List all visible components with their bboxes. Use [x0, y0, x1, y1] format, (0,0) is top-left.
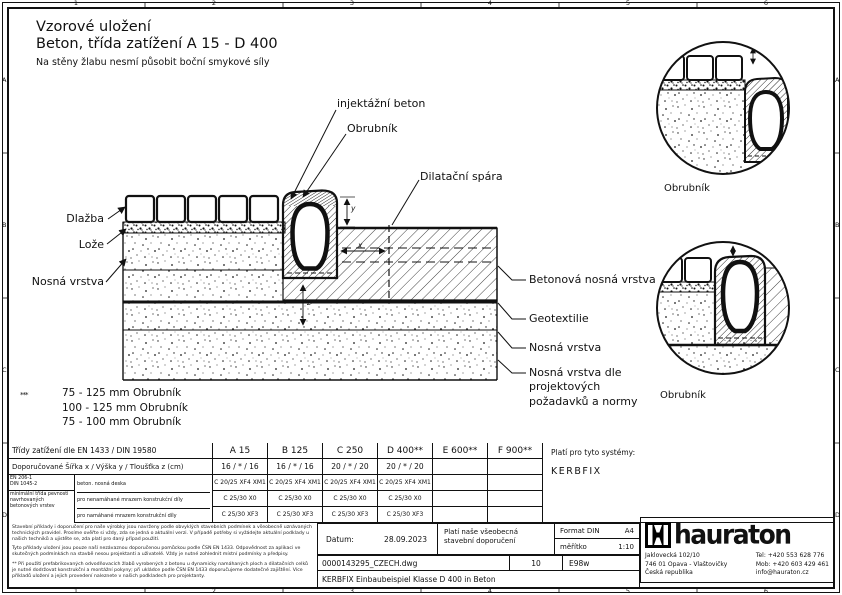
- table-header-label: Třídy zatížení dle EN 1433 / DIN 19580: [8, 443, 213, 459]
- dims-value: 16 / * / 16: [213, 459, 268, 475]
- drawing-title-line2: Beton, třída zatížení A 15 - D 400: [36, 36, 278, 52]
- concrete-value: [488, 491, 543, 507]
- label-geotextile: Geotextilie: [529, 312, 589, 325]
- note-line: 75 - 100 mm Obrubník: [62, 416, 182, 428]
- frame-col-label: 3: [349, 587, 355, 595]
- norm-label-block: [8, 475, 213, 523]
- note-line: 75 - 125 mm Obrubník: [62, 387, 182, 399]
- norm-line: DIN 1045-2: [10, 481, 38, 487]
- contact-line: Tel: +420 553 628 776: [755, 552, 825, 559]
- format-label: Format DIN: [560, 527, 600, 535]
- file-name-cell: 0000143295_CZECH.dwg: [318, 555, 510, 571]
- dims-value: 20 / * / 20: [323, 459, 378, 475]
- frame-col-label: 3: [349, 0, 355, 7]
- label-base-layer-project: Nosná vrstva dle projektových požadavků a normy: [529, 366, 638, 408]
- norm-cell: [8, 475, 75, 491]
- systems-panel: [543, 443, 834, 523]
- concrete-value: [488, 507, 543, 523]
- concrete-value: C 25/30 X0: [323, 491, 378, 507]
- frame-col-label: 2: [211, 587, 217, 595]
- contact-line: Mob: +420 603 429 461: [755, 560, 829, 568]
- row-labels-block: [75, 475, 212, 523]
- frame-row-label: C: [2, 366, 7, 374]
- concrete-row-label: pro nenamáhané mrazem konstrukční díly: [77, 492, 210, 508]
- frame-row-label: A: [835, 76, 840, 84]
- concrete-value: C 25/30 X0: [378, 491, 433, 507]
- frame-row-label: A: [2, 76, 7, 84]
- frame-col-label: 4: [487, 0, 493, 7]
- disclaimer-paragraph: Stavební příklady i doporučení pro naše výrobky jsou navrženy podle obvyklých stavebních podmínek a všeobecně uznávaných technických pravidel. Prosíme ověřte si vždy, zda se jedná o aktuální verzi. V případě potřeby si vyžádejte aktuální podklady u našich techniků a ujistěte se, zda platí pro daný případ použití.: [12, 525, 312, 543]
- concrete-value: [433, 491, 488, 507]
- date-cell: [318, 523, 438, 555]
- drawing-title-note: Na stěny žlabu nesmí působit boční smykové síly: [36, 57, 270, 68]
- disclaimer-paragraph: ** Při použití prefabrikovaných odvodňovacích žlabů vyrobených z betonu u dynamicky namáhaných ploch a dilatačních celků je nutné dodržovat konstrukční a montážní pokyny; při ukládce podle ČSN EN 1433 doporučujeme dodatečné zajištění. Více příkladů uložení a jejich provedení naleznete v našich podkladech pro projektanty.: [12, 561, 308, 579]
- systems-value: KERBFIX: [551, 466, 602, 477]
- concrete-value: C 25/30 XF3: [378, 507, 433, 523]
- format-value: A4: [624, 527, 634, 535]
- concrete-value: C 25/30 XF3: [213, 507, 268, 523]
- address-line: Jaklovecká 102/10: [645, 552, 700, 559]
- drawing-title-cell: KERBFIX Einbaubeispiel Klasse D 400 in Beton: [318, 571, 640, 588]
- norm-line: EN 206-1: [10, 476, 33, 481]
- frame-col-label: 6: [763, 587, 769, 595]
- frame-col-label: 5: [625, 0, 631, 7]
- company-block: [640, 517, 834, 583]
- concrete-value: C 25/30 X0: [268, 491, 323, 507]
- frame-col-label: 1: [73, 0, 79, 7]
- concrete-value: C 20/25 XF4 XM1: [213, 475, 268, 491]
- class-cell: E 600**: [433, 443, 488, 459]
- dim-label-z: z: [307, 298, 311, 307]
- scale-value: 1:10: [618, 542, 634, 551]
- dims-value: [488, 459, 543, 475]
- note-line: 100 - 125 mm Obrubník: [62, 402, 188, 414]
- dims-value: 16 / * / 16: [268, 459, 323, 475]
- concrete-row-label: beton. nosná deska: [77, 480, 126, 487]
- load-class-table: [8, 443, 834, 523]
- concrete-value: C 25/30 XF3: [323, 507, 378, 523]
- contact-line: info@hauraton.cz: [755, 569, 809, 577]
- concrete-value: [433, 475, 488, 491]
- label-detail2-kerb: Obrubník: [660, 390, 706, 401]
- frame-col-label: 5: [625, 587, 631, 595]
- frame-col-label: 6: [763, 0, 769, 7]
- class-cell: A 15: [213, 443, 268, 459]
- disclaimer-paragraph: Tyto příklady uložení jsou pouze naší nezávaznou doporučenou pomůckou podle ČSN EN 1433. Odpovědnost za aplikaci ve skutečných podmínkách na stavbě nesou projektanti a uživatelé. Vždy je nutné zohlednit místní podmínky a předpisy.: [12, 546, 301, 558]
- label-injection-concrete: injektážní beton: [337, 97, 426, 110]
- label-expansion-joint: Dilatační spára: [420, 170, 503, 183]
- date-label: Datum:: [326, 534, 354, 544]
- label-detail1-kerb: Obrubník: [664, 183, 710, 194]
- concrete-value: [488, 475, 543, 491]
- company-contact: [756, 552, 829, 578]
- concrete-row-label: pro namáhané mrazem konstrukční díly: [77, 508, 210, 523]
- class-cell: F 900**: [488, 443, 543, 459]
- concrete-value: C 25/30 X0: [213, 491, 268, 507]
- scale-cell: [555, 539, 640, 555]
- frame-row-label: D: [835, 511, 841, 519]
- label-bedding: Lože: [78, 238, 104, 251]
- frame-col-label: 4: [487, 587, 493, 595]
- hauraton-logo-icon: [645, 522, 671, 548]
- concrete-value: C 20/25 XF4 XM1: [268, 475, 323, 491]
- frame-row-label: C: [835, 366, 840, 374]
- main-cross-section: [123, 188, 497, 380]
- frame-row-label: B: [835, 221, 840, 229]
- recommendation-cell: Platí naše všeobecná stavební doporučení: [438, 523, 555, 555]
- format-cell: [555, 523, 640, 539]
- drawing-title-line1: Vzorové uložení: [36, 19, 151, 35]
- concrete-value: C 20/25 XF4 XM1: [323, 475, 378, 491]
- label-paving: Dlažba: [66, 212, 104, 225]
- min-class-cell: minimální třída pevnosti navrhovaných betonových vrstev: [8, 491, 75, 523]
- dims-value: 20 / * / 20: [378, 459, 433, 475]
- frame-row-label: B: [2, 221, 7, 229]
- sheet-number-cell: 10: [510, 555, 563, 571]
- frame-col-label: 1: [73, 587, 79, 595]
- class-cell: C 250: [323, 443, 378, 459]
- label-base-layer-right: Nosná vrstva: [529, 341, 602, 354]
- dim-label-y: y: [351, 204, 356, 213]
- concrete-value: [433, 507, 488, 523]
- detail-circle-1: [652, 42, 790, 175]
- concrete-value: C 25/30 XF3: [268, 507, 323, 523]
- class-cell: B 125: [268, 443, 323, 459]
- dim-label-x: x: [358, 241, 363, 250]
- label-concrete-base: Betonová nosná vrstva: [529, 273, 656, 286]
- notes-marker: ***: [20, 391, 28, 399]
- dims-value: [433, 459, 488, 475]
- address-line: 746 01 Opava - Vlaštovičky: [645, 560, 728, 568]
- systems-label: Platí pro tyto systémy:: [551, 448, 636, 457]
- class-cell: D 400**: [378, 443, 433, 459]
- address-line: Česká republika: [645, 569, 693, 577]
- detail-circle-2: [652, 242, 791, 375]
- frame-row-label: D: [2, 511, 8, 519]
- concrete-value: C 20/25 XF4 XM1: [378, 475, 433, 491]
- label-base-layer-left: Nosná vrstva: [31, 275, 104, 288]
- disclaimer-block: [8, 523, 318, 588]
- label-kerb: Obrubník: [347, 122, 398, 135]
- scale-label: měřítko: [560, 542, 587, 551]
- company-address: [645, 552, 727, 578]
- date-value: 28.09.2023: [384, 534, 427, 544]
- dims-row-label: Doporučované Šířka x / Výška y / Tloušťka z (cm): [8, 459, 213, 475]
- drawing-code-cell: E98w: [563, 555, 640, 571]
- company-logo-text: hauraton: [674, 519, 791, 550]
- frame-col-label: 2: [211, 0, 217, 7]
